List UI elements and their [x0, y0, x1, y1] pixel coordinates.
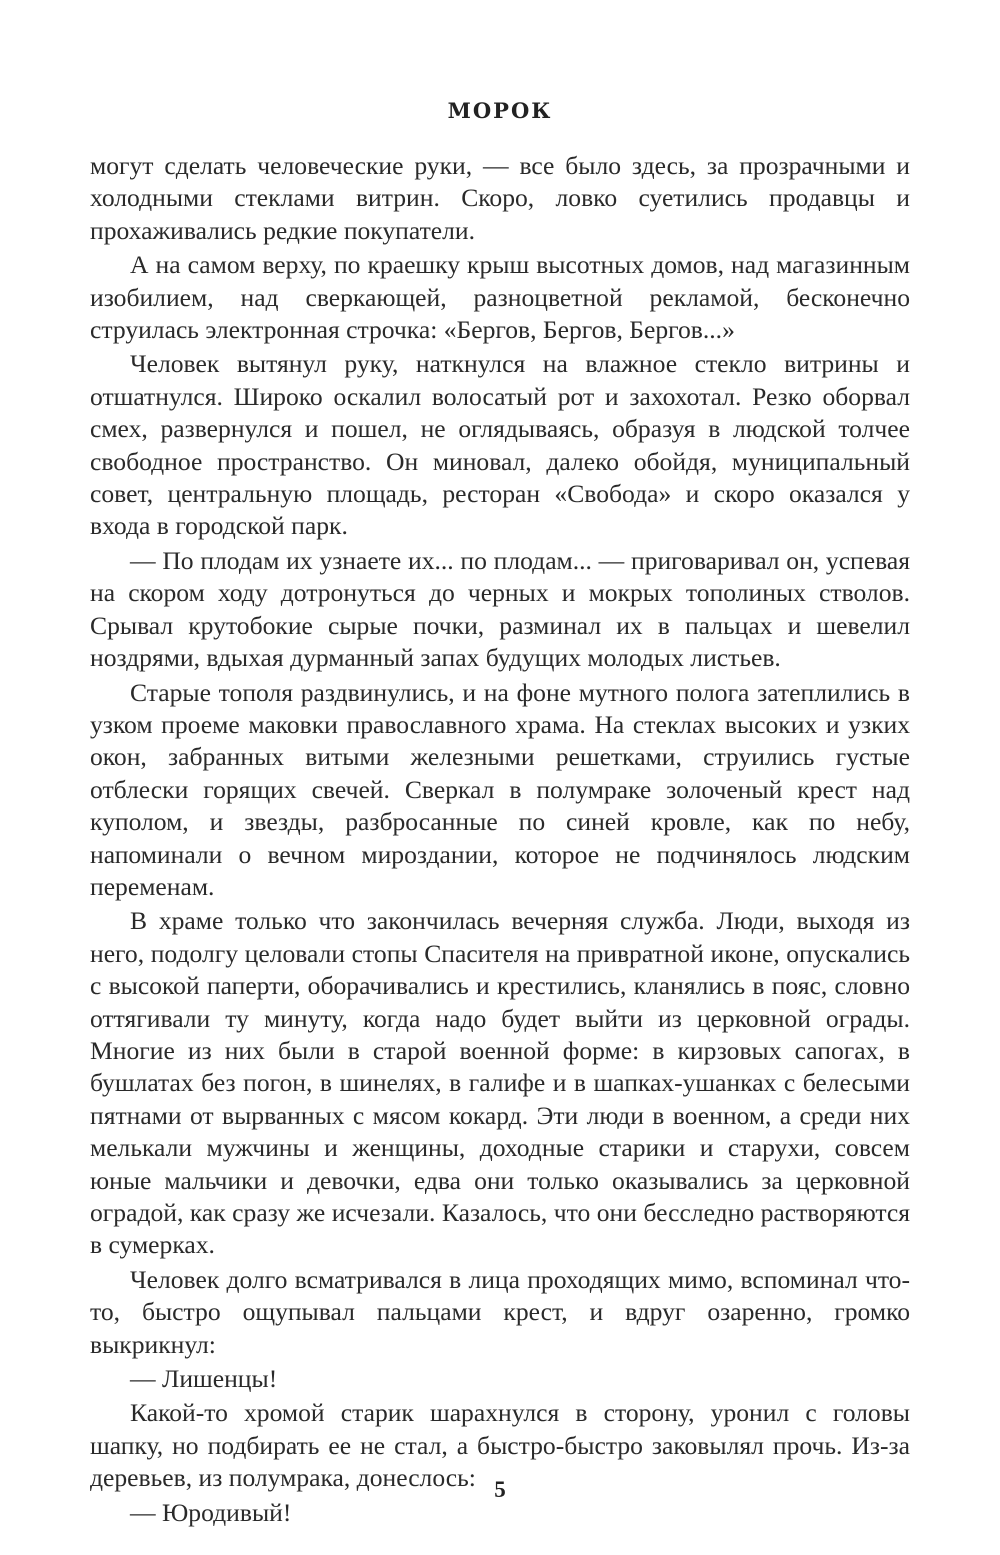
paragraph: Какой-то хромой старик шарахнулся в сторону, уронил с головы шапку, но подбирать ее не стал, а быстро-быстро заковылял прочь. Из-за деревьев, из полумрака, донеслось:	[90, 1398, 910, 1493]
paragraph: А на самом верху, по краешку крыш высотных домов, над магазинным изобилием, над сверкающей, разноцветной рекламой, бесконечно струилась электронная строчка: «Бергов, Бергов, Бергов...»	[90, 250, 910, 345]
page-number: 5	[494, 1477, 506, 1502]
body-text	[90, 150, 910, 1531]
paragraph: В храме только что закончилась вечерняя служба. Люди, выходя из него, подолгу целовали стопы Спасителя на привратной иконе, опускались с высокой паперти, оборачивались и крестились, кланялись в пояс, словно оттягивали ту минуту, когда надо будет выйти из церковной ограды. Многие из них были в старой военной форме: в кирзовых сапогах, в бушлатах без погон, в шинелях, в галифе и в шапках-ушанках с белесыми пятнами от вырванных с мясом кокард. Эти люди в военном, а среди них мелькали мужчины и женщины, доходные старики и старухи, совсем юные мальчики и девочки, едва они только оказывались за церковной оградой, как сразу же исчезали. Казалось, что они бесследно растворяются в сумерках.	[90, 906, 910, 1260]
paragraph: Старые тополя раздвинулись, и на фоне мутного полога затеплились в узком проеме маковки православного храма. На стеклах высоких и узких окон, забранных витыми железными решетками, струились густые отблески горящих свечей. Сверкал в полумраке золоченый крест над куполом, и звезды, разбросанные по синей кровле, как по небу, напоминали о вечном мироздании, которое не подчинялось людским переменам.	[90, 677, 910, 901]
paragraph: — Юродивый!	[130, 1497, 292, 1527]
paragraph: могут сделать человеческие руки, — все было здесь, за прозрачными и холодными стеклами витрин. Скоро, ловко суетились продавцы и прохаживались редкие покупатели.	[90, 151, 910, 245]
paragraph: Человек вытянул руку, наткнулся на влажное стекло витрины и отшатнулся. Широко оскалил волосатый рот и захохотал. Резко оборвал смех, развернулся и пошел, не оглядываясь, образуя в людской толчее свободное пространство. Он миновал, далеко обойдя, муниципальный совет, центральную площадь, ресторан «Свобода» и скоро оказался у входа в городской парк.	[90, 349, 910, 541]
paragraph: Человек долго всматривался в лица проходящих мимо, вспоминал что-то, быстро ощупывал пальцами крест, и вдруг озаренно, громко выкрикнул:	[90, 1264, 910, 1359]
paragraph: — Лишенцы!	[130, 1364, 278, 1394]
running-title: МОРОК	[447, 98, 553, 123]
paragraph: — По плодам их узнаете их... по плодам... — приговаривал он, успевая на скором ходу дотронуться до черных и мокрых тополиных стволов. Срывал крутобокие сырые почки, разминал их в пальцах и шевелил ноздрями, вдыхая дурманный запах будущих молодых листьев.	[90, 545, 910, 673]
